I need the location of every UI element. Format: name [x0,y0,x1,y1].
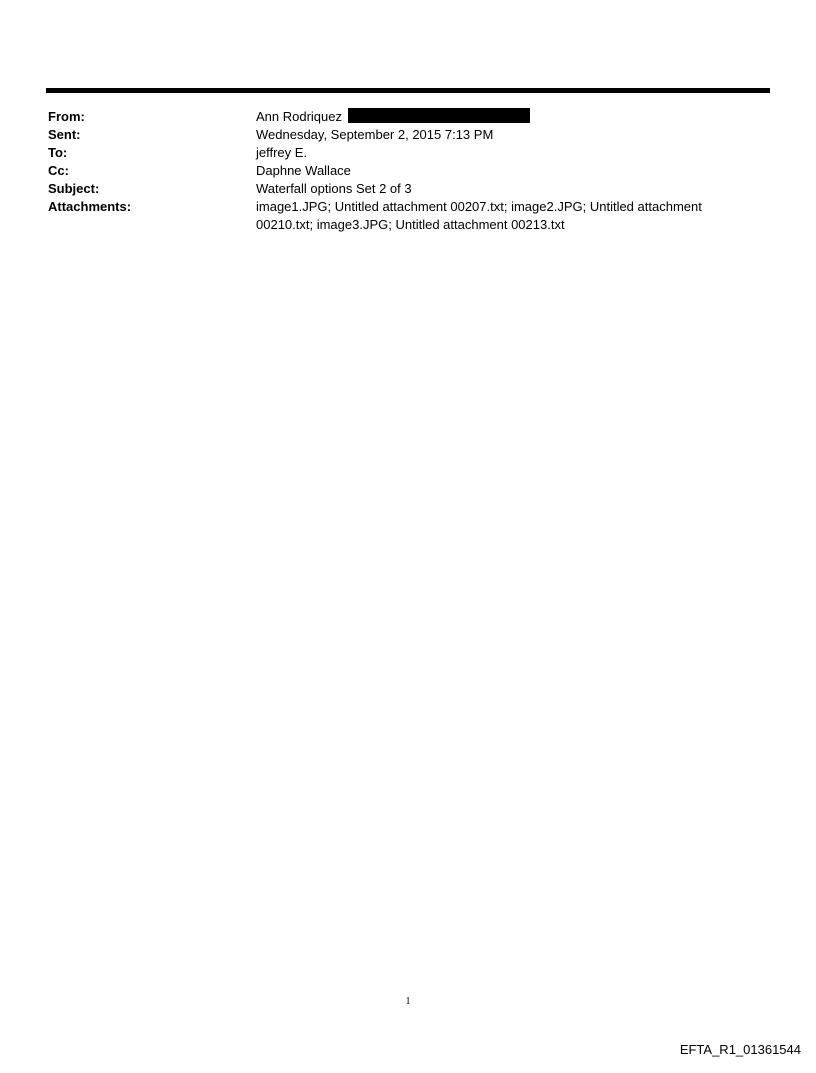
header-rule [46,88,770,93]
cc-row [48,162,768,180]
from-value: Ann Rodriquez [256,109,342,124]
sent-row [48,126,768,144]
email-header [48,108,768,234]
cc-label: Cc: [48,163,69,178]
to-label: To: [48,145,68,160]
cc-value: Daphne Wallace [256,163,351,178]
attachments-row [48,198,768,234]
bates-number: EFTA_R1_01361544 [679,1042,801,1057]
attachments-label: Attachments: [48,199,132,214]
subject-label: Subject: [48,181,100,196]
sent-label: Sent: [48,127,81,142]
attachments-value: image1.JPG; Untitled attachment 00207.txt; image2.JPG; Untitled attachment 00210.txt; image3.JPG; Untitled attachment 00213.txt [256,199,702,232]
from-value-container [256,108,726,126]
from-label: From: [48,109,85,124]
subject-value: Waterfall options Set 2 of 3 [256,181,412,196]
subject-row [48,180,768,198]
from-row [48,108,768,126]
to-row [48,144,768,162]
to-value: jeffrey E. [256,145,308,160]
redaction-box [348,108,530,123]
page-number: 1 [405,996,411,1007]
sent-value: Wednesday, September 2, 2015 7:13 PM [256,127,494,142]
